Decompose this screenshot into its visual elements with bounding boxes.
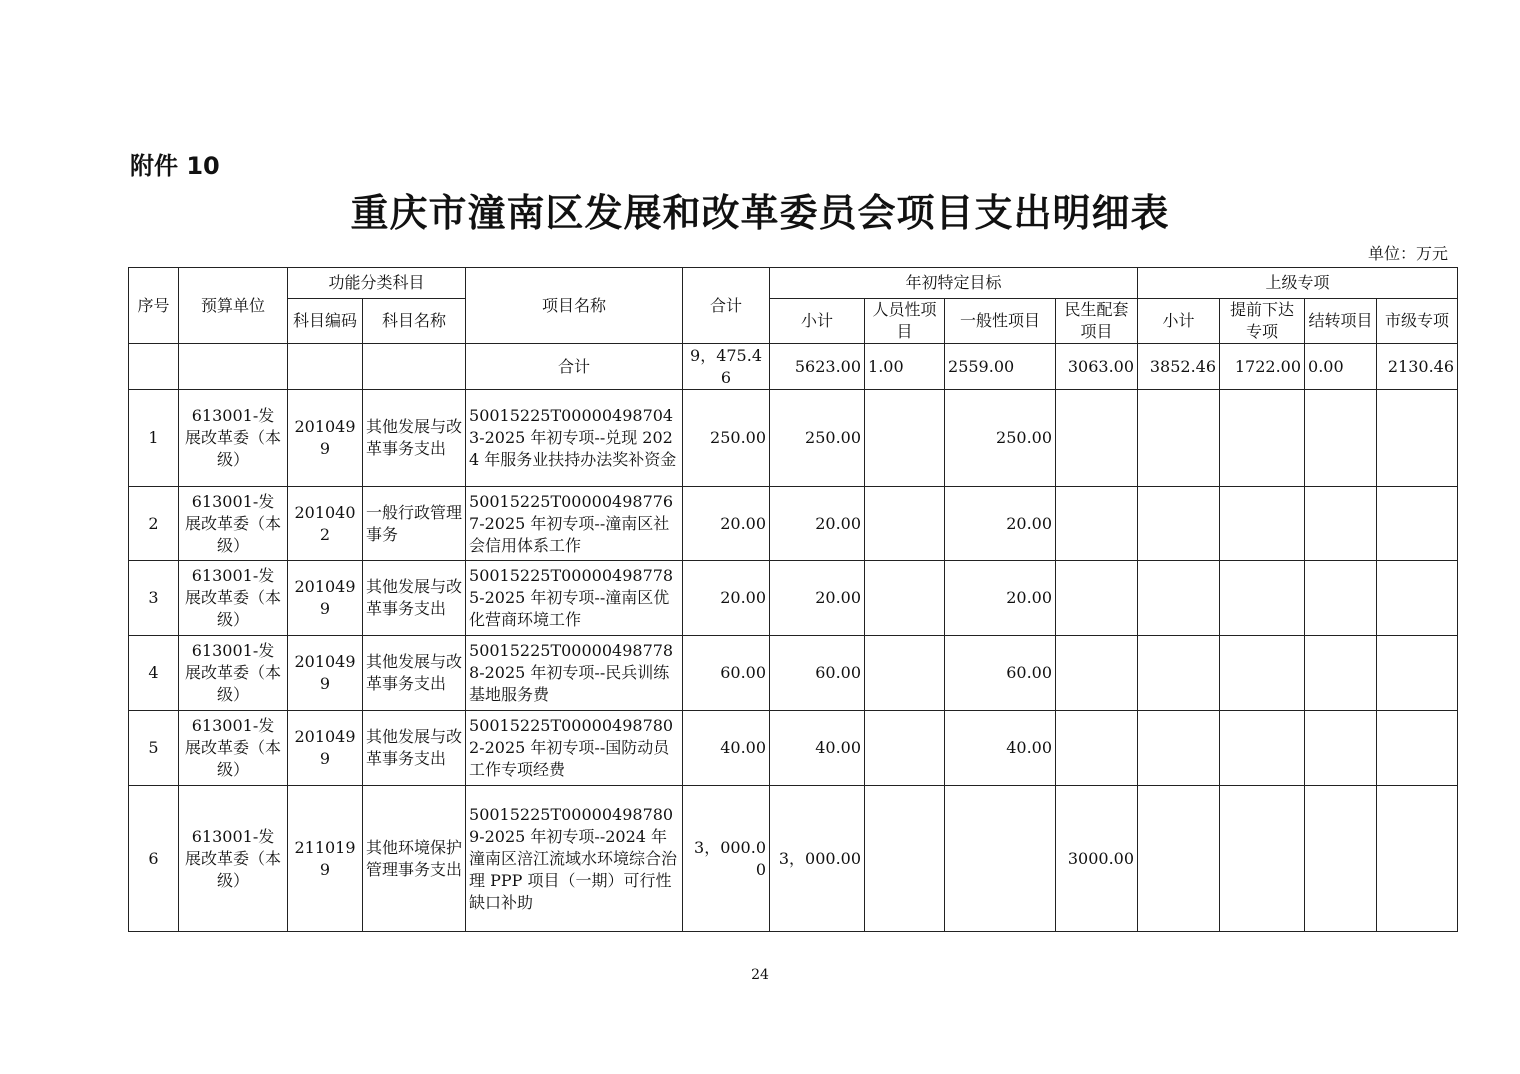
header-city: 市级专项 bbox=[1377, 299, 1458, 344]
row-seq: 1 bbox=[129, 390, 179, 487]
row-subject-code: 2010499 bbox=[288, 561, 363, 636]
row-seq: 3 bbox=[129, 561, 179, 636]
row-subject-code: 2010499 bbox=[288, 390, 363, 487]
summary-project-name: 合计 bbox=[466, 344, 683, 390]
row-subtotal: 3，000.00 bbox=[770, 786, 865, 932]
row-advance bbox=[1220, 390, 1305, 487]
row-seq: 5 bbox=[129, 711, 179, 786]
row-subject-code: 2010499 bbox=[288, 711, 363, 786]
summary-general: 2559.00 bbox=[945, 344, 1056, 390]
header-advance: 提前下达专项 bbox=[1220, 299, 1305, 344]
summary-advance: 1722.00 bbox=[1220, 344, 1305, 390]
page-number: 24 bbox=[751, 967, 769, 983]
row-general: 250.00 bbox=[945, 390, 1056, 487]
row-advance bbox=[1220, 636, 1305, 711]
row-general bbox=[945, 786, 1056, 932]
header-superior: 上级专项 bbox=[1138, 268, 1458, 299]
row-carryover bbox=[1305, 390, 1377, 487]
row-project-name: 50015225T000004987809-2025 年初专项--2024 年潼南区涪江流域水环境综合治理 PPP 项目（一期）可行性缺口补助 bbox=[466, 786, 683, 932]
row-budget-unit: 613001-发展改革委（本级） bbox=[179, 487, 288, 561]
summary-subtotal: 5623.00 bbox=[770, 344, 865, 390]
header-superior-subtotal: 小计 bbox=[1138, 299, 1220, 344]
summary-code bbox=[288, 344, 363, 390]
row-budget-unit: 613001-发展改革委（本级） bbox=[179, 561, 288, 636]
row-carryover bbox=[1305, 711, 1377, 786]
row-seq: 6 bbox=[129, 786, 179, 932]
row-city bbox=[1377, 561, 1458, 636]
row-total: 20.00 bbox=[683, 561, 770, 636]
row-subject-name: 其他发展与改革事务支出 bbox=[363, 636, 466, 711]
header-subtotal: 小计 bbox=[770, 299, 865, 344]
row-advance bbox=[1220, 487, 1305, 561]
row-subject-code: 2110199 bbox=[288, 786, 363, 932]
summary-personnel: 1.00 bbox=[865, 344, 945, 390]
row-personnel bbox=[865, 390, 945, 487]
row-subtotal: 250.00 bbox=[770, 390, 865, 487]
header-project-name: 项目名称 bbox=[466, 268, 683, 344]
row-total: 250.00 bbox=[683, 390, 770, 487]
header-general: 一般性项目 bbox=[945, 299, 1056, 344]
page-title: 重庆市潼南区发展和改革委员会项目支出明细表 bbox=[350, 191, 1170, 235]
summary-superior-subtotal: 3852.46 bbox=[1138, 344, 1220, 390]
header-personnel: 人员性项目 bbox=[865, 299, 945, 344]
row-subject-name: 其他环境保护管理事务支出 bbox=[363, 786, 466, 932]
row-carryover bbox=[1305, 561, 1377, 636]
row-carryover bbox=[1305, 636, 1377, 711]
header-livelihood: 民生配套项目 bbox=[1056, 299, 1138, 344]
row-superior-subtotal bbox=[1138, 487, 1220, 561]
row-subject-name: 其他发展与改革事务支出 bbox=[363, 711, 466, 786]
row-city bbox=[1377, 390, 1458, 487]
row-total: 20.00 bbox=[683, 487, 770, 561]
row-total: 60.00 bbox=[683, 636, 770, 711]
row-personnel bbox=[865, 786, 945, 932]
row-superior-subtotal bbox=[1138, 786, 1220, 932]
row-livelihood bbox=[1056, 390, 1138, 487]
header-subject-code: 科目编码 bbox=[288, 299, 363, 344]
row-superior-subtotal bbox=[1138, 561, 1220, 636]
row-personnel bbox=[865, 561, 945, 636]
row-city bbox=[1377, 636, 1458, 711]
row-subtotal: 60.00 bbox=[770, 636, 865, 711]
row-project-name: 50015225T000004987802-2025 年初专项--国防动员工作专项经费 bbox=[466, 711, 683, 786]
table-row bbox=[129, 487, 1458, 561]
row-subject-name: 其他发展与改革事务支出 bbox=[363, 390, 466, 487]
row-subject-code: 2010402 bbox=[288, 487, 363, 561]
table-row bbox=[129, 390, 1458, 487]
row-project-name: 50015225T000004987767-2025 年初专项--潼南区社会信用体系工作 bbox=[466, 487, 683, 561]
row-seq: 4 bbox=[129, 636, 179, 711]
row-subject-name: 一般行政管理事务 bbox=[363, 487, 466, 561]
summary-row bbox=[129, 344, 1458, 390]
summary-seq bbox=[129, 344, 179, 390]
row-city bbox=[1377, 487, 1458, 561]
header-subject-name: 科目名称 bbox=[363, 299, 466, 344]
row-project-name: 50015225T000004987788-2025 年初专项--民兵训练基地服务费 bbox=[466, 636, 683, 711]
row-livelihood bbox=[1056, 487, 1138, 561]
table-row bbox=[129, 711, 1458, 786]
table-row bbox=[129, 561, 1458, 636]
unit-label: 单位：万元 bbox=[1367, 244, 1448, 263]
header-annual-target: 年初特定目标 bbox=[770, 268, 1138, 299]
attachment-label: 附件 10 bbox=[130, 152, 220, 180]
row-subtotal: 20.00 bbox=[770, 487, 865, 561]
row-subject-name: 其他发展与改革事务支出 bbox=[363, 561, 466, 636]
row-general: 20.00 bbox=[945, 561, 1056, 636]
row-advance bbox=[1220, 786, 1305, 932]
row-livelihood bbox=[1056, 636, 1138, 711]
row-superior-subtotal bbox=[1138, 711, 1220, 786]
row-city bbox=[1377, 786, 1458, 932]
row-subject-code: 2010499 bbox=[288, 636, 363, 711]
row-budget-unit: 613001-发展改革委（本级） bbox=[179, 636, 288, 711]
row-project-name: 50015225T000004987043-2025 年初专项--兑现 2024 年服务业扶持办法奖补资金 bbox=[466, 390, 683, 487]
row-livelihood: 3000.00 bbox=[1056, 786, 1138, 932]
table-row bbox=[129, 636, 1458, 711]
row-superior-subtotal bbox=[1138, 390, 1220, 487]
row-general: 40.00 bbox=[945, 711, 1056, 786]
row-personnel bbox=[865, 487, 945, 561]
summary-subject bbox=[363, 344, 466, 390]
row-total: 40.00 bbox=[683, 711, 770, 786]
row-subtotal: 40.00 bbox=[770, 711, 865, 786]
row-budget-unit: 613001-发展改革委（本级） bbox=[179, 711, 288, 786]
expense-table bbox=[128, 267, 1458, 932]
row-carryover bbox=[1305, 487, 1377, 561]
row-advance bbox=[1220, 711, 1305, 786]
header-budget-unit: 预算单位 bbox=[179, 268, 288, 344]
row-project-name: 50015225T000004987785-2025 年初专项--潼南区优化营商环境工作 bbox=[466, 561, 683, 636]
header-carryover: 结转项目 bbox=[1305, 299, 1377, 344]
header-seq: 序号 bbox=[129, 268, 179, 344]
row-budget-unit: 613001-发展改革委（本级） bbox=[179, 786, 288, 932]
row-advance bbox=[1220, 561, 1305, 636]
row-seq: 2 bbox=[129, 487, 179, 561]
row-general: 60.00 bbox=[945, 636, 1056, 711]
summary-unit bbox=[179, 344, 288, 390]
summary-city: 2130.46 bbox=[1377, 344, 1458, 390]
row-superior-subtotal bbox=[1138, 636, 1220, 711]
row-livelihood bbox=[1056, 561, 1138, 636]
row-carryover bbox=[1305, 786, 1377, 932]
table-row bbox=[129, 786, 1458, 932]
row-personnel bbox=[865, 711, 945, 786]
row-general: 20.00 bbox=[945, 487, 1056, 561]
summary-carryover: 0.00 bbox=[1305, 344, 1377, 390]
header-func-class: 功能分类科目 bbox=[288, 268, 466, 299]
row-personnel bbox=[865, 636, 945, 711]
header-total: 合计 bbox=[683, 268, 770, 344]
row-city bbox=[1377, 711, 1458, 786]
row-subtotal: 20.00 bbox=[770, 561, 865, 636]
row-total: 3，000.00 bbox=[683, 786, 770, 932]
row-budget-unit: 613001-发展改革委（本级） bbox=[179, 390, 288, 487]
summary-livelihood: 3063.00 bbox=[1056, 344, 1138, 390]
summary-total: 9，475.46 bbox=[683, 344, 770, 390]
row-livelihood bbox=[1056, 711, 1138, 786]
